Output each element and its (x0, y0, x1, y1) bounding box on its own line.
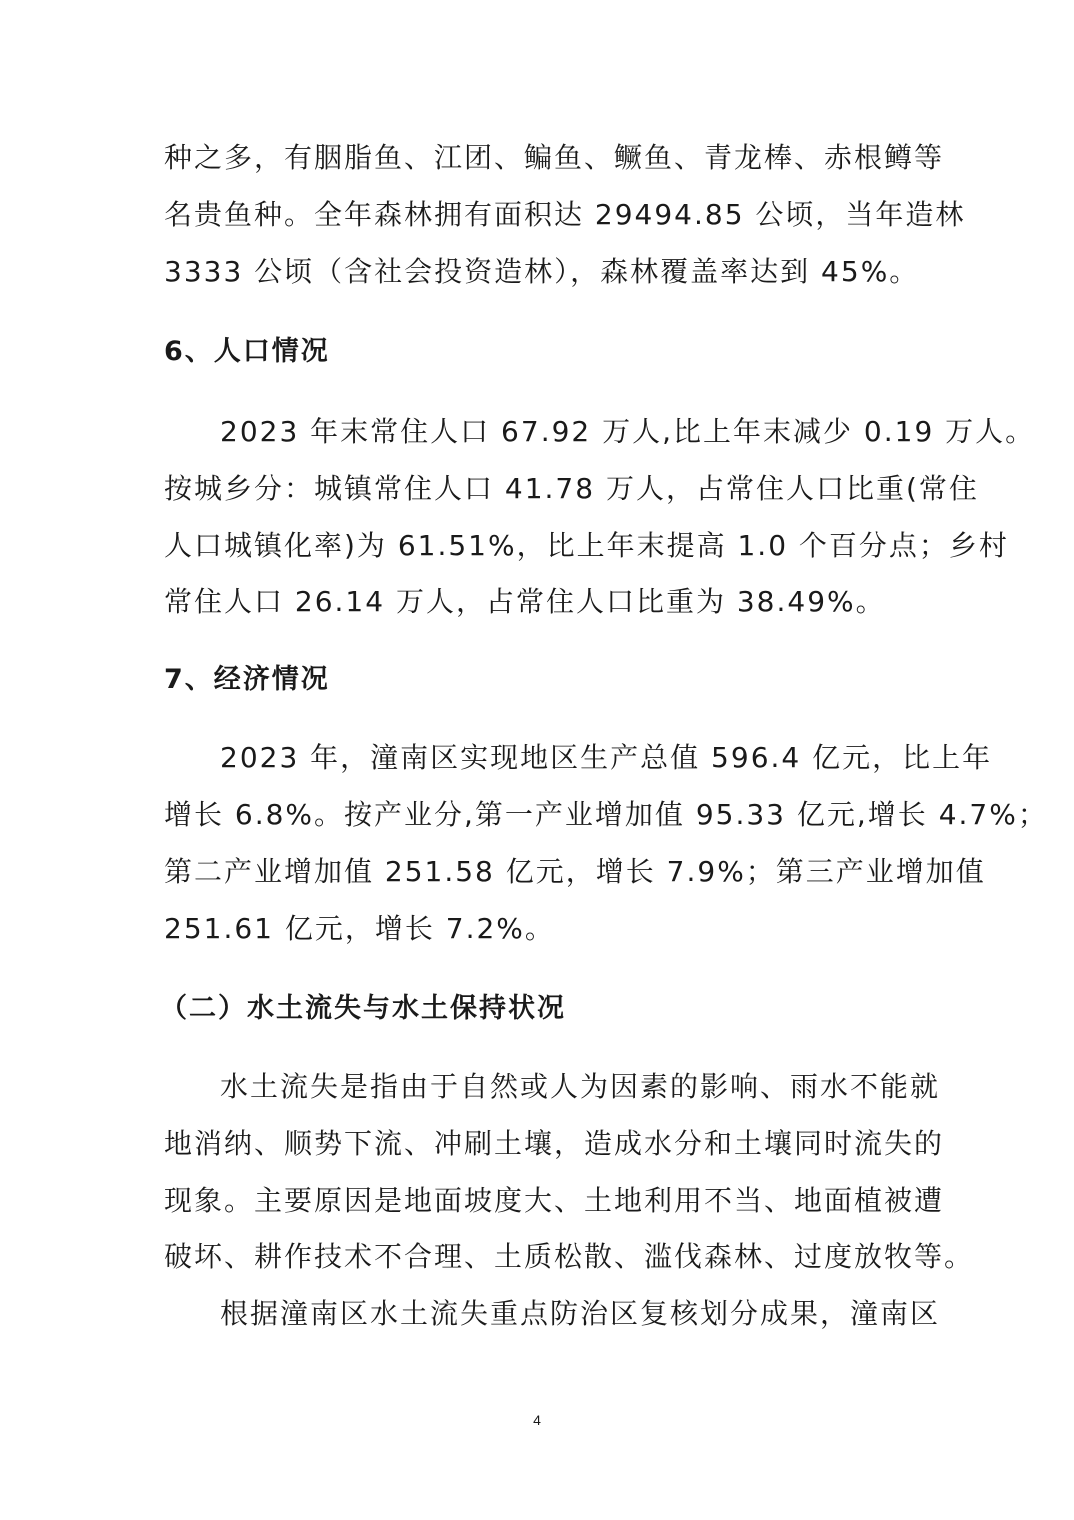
body-text-line: 2023 年末常住人口 67.92 万人,比上年末减少 0.19 万人。 (220, 415, 1036, 448)
page-number: 4 (533, 1412, 541, 1428)
body-text-line: 第二产业增加值 251.58 亿元，增长 7.9%；第三产业增加值 (164, 855, 986, 888)
body-text-line: 破坏、耕作技术不合理、土质松散、滥伐森林、过度放牧等。 (164, 1240, 975, 1273)
body-text-line: 种之多，有胭脂鱼、江团、鳊鱼、鳜鱼、青龙棒、赤根鳟等 (164, 141, 945, 174)
body-text-line: 3333 公顷（含社会投资造林），森林覆盖率达到 45%。 (164, 255, 920, 288)
section-heading-population: 6、人口情况 (164, 336, 330, 367)
body-text-line: 水土流失是指由于自然或人为因素的影响、雨水不能就 (220, 1070, 941, 1103)
body-text-line: 地消纳、顺势下流、冲刷土壤，造成水分和土壤同时流失的 (164, 1127, 945, 1160)
body-text-line: 增长 6.8%。按产业分,第一产业增加值 95.33 亿元,增长 4.7%； (164, 798, 1048, 831)
body-text-line: 251.61 亿元，增长 7.2%。 (164, 912, 555, 945)
body-text-line: 常住人口 26.14 万人，占常住人口比重为 38.49%。 (164, 585, 886, 618)
body-text-line: 现象。主要原因是地面坡度大、土地利用不当、地面植被遭 (164, 1184, 945, 1217)
body-text-line: 名贵鱼种。全年森林拥有面积达 29494.85 公顷，当年造林 (164, 198, 966, 231)
body-text-line: 按城乡分：城镇常住人口 41.78 万人，占常住人口比重(常住 (164, 472, 979, 505)
section-heading-soil-erosion: （二）水土流失与水土保持状况 (160, 993, 566, 1024)
body-text-line: 人口城镇化率)为 61.51%，比上年末提高 1.0 个百分点；乡村 (164, 529, 1009, 562)
section-heading-economy: 7、经济情况 (164, 664, 330, 695)
body-text-line: 根据潼南区水土流失重点防治区复核划分成果，潼南区 (220, 1297, 941, 1330)
body-text-line: 2023 年，潼南区实现地区生产总值 596.4 亿元，比上年 (220, 741, 993, 774)
